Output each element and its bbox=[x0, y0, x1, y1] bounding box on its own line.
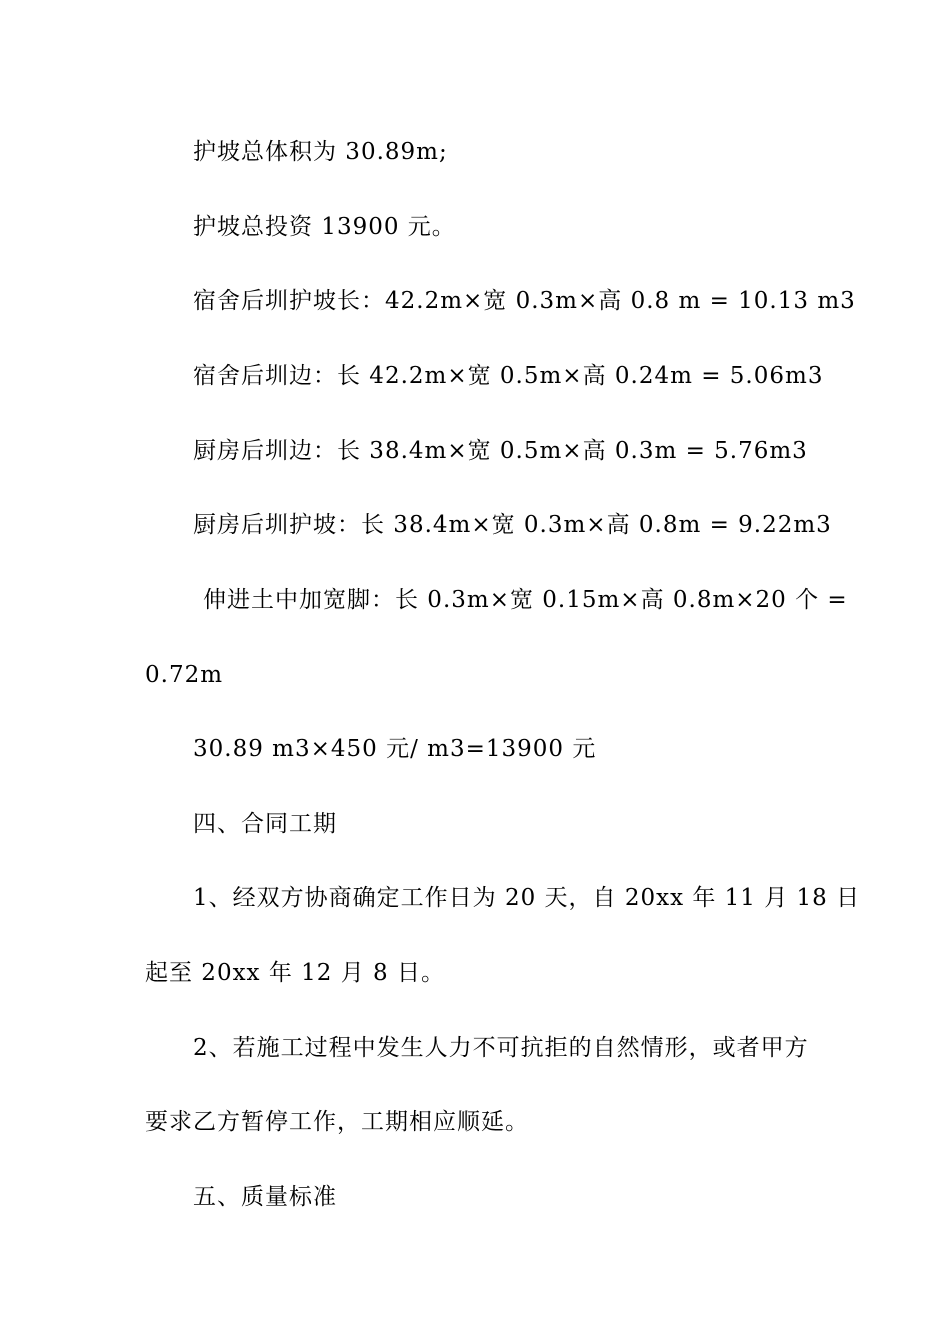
paragraph-total-volume: 护坡总体积为 30.89m; bbox=[193, 139, 448, 165]
paragraph-period-clause-2-continued: 要求乙方暂停工作，工期相应顺延。 bbox=[145, 1109, 529, 1135]
paragraph-period-clause-1-continued: 起至 20xx 年 12 月 8 日。 bbox=[145, 960, 445, 986]
paragraph-kitchen-edge: 厨房后圳边：长 38.4m×宽 0.5m×高 0.3m = 5.76m3 bbox=[193, 438, 808, 464]
paragraph-dorm-slope: 宿舍后圳护坡长：42.2m×宽 0.3m×高 0.8 m = 10.13 m3 bbox=[193, 288, 856, 314]
paragraph-footing-continued: 0.72m bbox=[145, 662, 224, 688]
paragraph-cost-calculation: 30.89 m3×450 元/ m3=13900 元 bbox=[193, 736, 597, 762]
paragraph-period-clause-2: 2、若施工过程中发生人力不可抗拒的自然情形，或者甲方 bbox=[193, 1035, 809, 1061]
paragraph-kitchen-slope: 厨房后圳护坡：长 38.4m×宽 0.3m×高 0.8m = 9.22m3 bbox=[193, 512, 832, 538]
paragraph-dorm-edge: 宿舍后圳边：长 42.2m×宽 0.5m×高 0.24m = 5.06m3 bbox=[193, 363, 824, 389]
section-heading-contract-period: 四、合同工期 bbox=[193, 811, 337, 837]
paragraph-period-clause-1: 1、经双方协商确定工作日为 20 天，自 20xx 年 11 月 18 日 bbox=[193, 885, 861, 911]
paragraph-footing: 伸进土中加宽脚：长 0.3m×宽 0.15m×高 0.8m×20 个 = bbox=[203, 587, 848, 613]
section-heading-quality-standard: 五、质量标准 bbox=[193, 1184, 337, 1210]
paragraph-total-investment: 护坡总投资 13900 元。 bbox=[193, 214, 456, 240]
